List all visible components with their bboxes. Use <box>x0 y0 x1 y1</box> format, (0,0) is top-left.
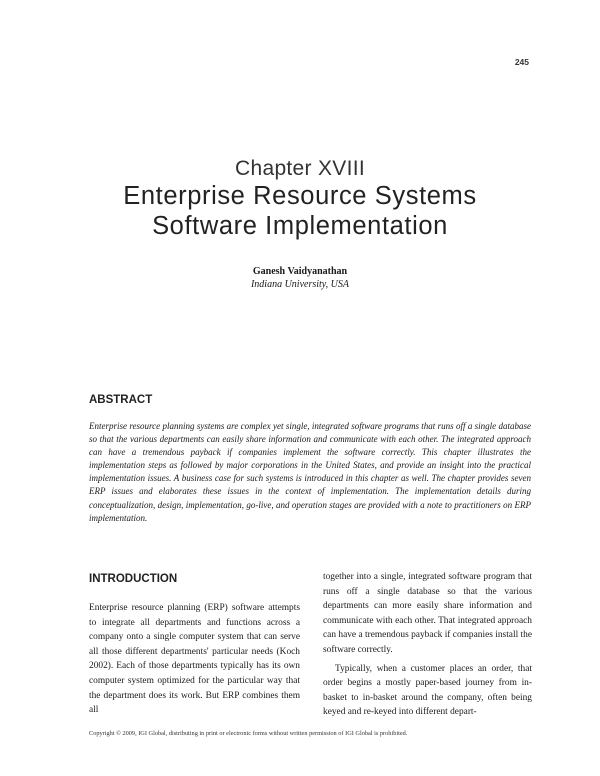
abstract-body: Enterprise resource planning systems are complex yet single, integrated software programs that runs off a single database so that the various departments can easily share information and communicate with each other. The integrated approach can have a tremendous payback if companies implement the software correctly. This chapter illustrates the implementation steps as followed by major corporations in the United States, and provide an insight into the practical implementation issues. A business case for such systems is introduced in this chapter as well. The chapter provides seven ERP issues and elaborates these issues in the context of implementation. The implementation details during conceptualization, design, implementation, go-live, and operation stages are provided with a note to practitioners on ERP implementation. <box>89 421 531 523</box>
copyright-notice: Copyright © 2009, IGI Global, distributing in print or electronic forms without written permission of IGI Global is prohibited. <box>89 730 408 737</box>
introduction-column-right <box>323 570 532 720</box>
author-name: Ganesh Vaidyanathan <box>252 266 348 277</box>
chapter-title <box>0 181 600 241</box>
abstract-heading: ABSTRACT <box>89 394 153 406</box>
introduction-paragraph: together into a single, integrated software program that runs off a single database so that the various departments can more easily share information and communicate with each other. That integrated approach can have a tremendous payback if companies install the software correctly. <box>323 572 532 655</box>
author-affiliation: Indiana University, USA <box>250 279 350 290</box>
introduction-column-left <box>89 601 300 718</box>
chapter-title-line-2: Software Implementation <box>152 212 448 240</box>
chapter-title-line-1: Enterprise Resource Systems <box>123 182 477 210</box>
introduction-paragraph: Typically, when a customer places an order, that order begins a mostly paper-based journey from in-basket to in-basket around the company, often being keyed and re-keyed into different depart- <box>323 663 532 718</box>
page-number: 245 <box>514 57 529 67</box>
chapter-label: Chapter XVIII <box>235 157 365 180</box>
introduction-heading: INTRODUCTION <box>89 573 178 585</box>
introduction-paragraph: Enterprise resource planning (ERP) software attempts to integrate all departments and functions across a company onto a single computer system that can serve all those different departments' particular needs (Koch 2002). Each of those departments typically has its own computer system optimized for the particular way that the department does its work. But ERP combines them all <box>89 603 300 716</box>
